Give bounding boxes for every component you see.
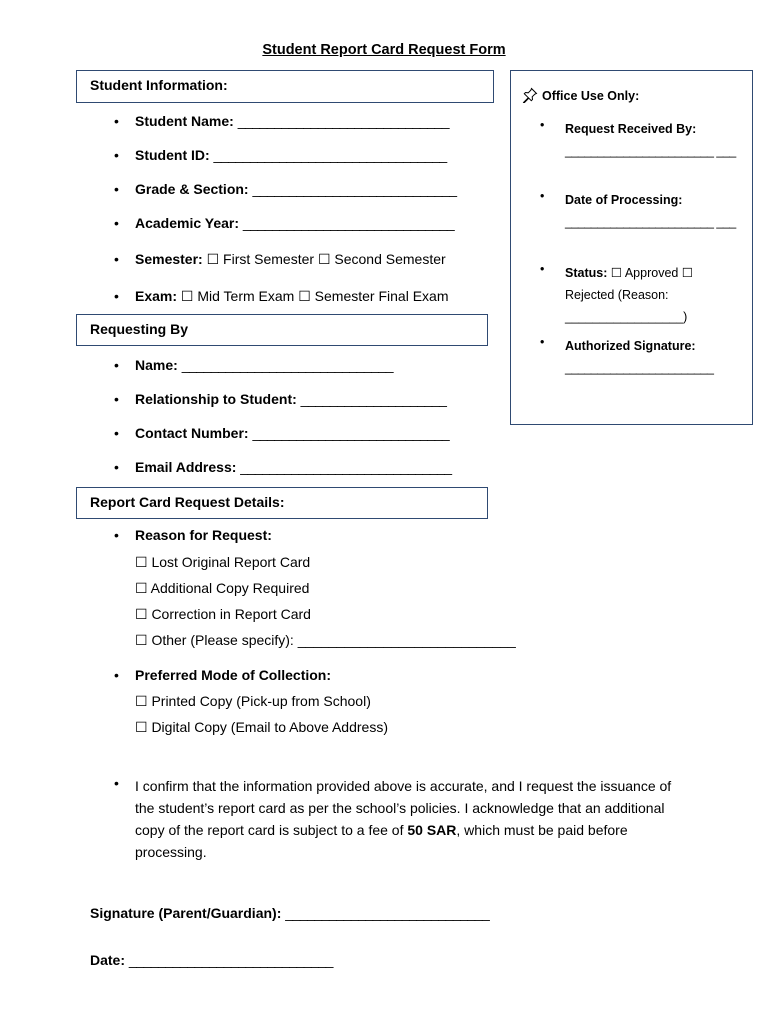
pushpin-icon [522,87,538,103]
academic-year-blank[interactable]: _____________________________ [242,215,455,231]
date-blank[interactable]: ____________________________ [128,952,333,968]
office-use-panel [510,70,753,425]
confirmation-text: I confirm that the information provided above is accurate, and I request the issuance of the student’s report card as per the school’s policies. I acknowledge that an additional copy of the report card is subject to a fee of [135,778,672,838]
email-address-blank[interactable]: _____________________________ [240,459,452,475]
student-name-blank[interactable]: _____________________________ [237,113,449,129]
correction-checkbox[interactable]: ☐ Correction in Report Card [135,606,311,622]
bullet: • [114,667,119,683]
student-id-blank[interactable]: ________________________________ [213,147,447,163]
authorized-blank[interactable]: _______________________ [565,361,714,375]
email-address-label: Email Address: [135,459,237,475]
bullet: • [114,181,119,197]
received-label: Request Received By: [565,122,697,136]
student-id-label: Student ID: [135,147,210,163]
bullet: • [540,262,545,276]
first-semester-checkbox[interactable]: ☐ First Semester [206,251,315,267]
second-semester-checkbox[interactable]: ☐ Second Semester [317,251,446,267]
date-field[interactable] [90,952,333,968]
requester-name-label: Name: [135,357,178,373]
bullet: • [114,391,119,407]
bullet: • [114,288,119,304]
bullet: • [540,118,545,132]
bullet: • [114,215,119,231]
request-details-heading: Report Card Request Details: [76,487,488,519]
status-options[interactable]: ☐ Approved ☐ Rejected (Reason: _________________) [565,266,694,324]
requester-name-blank[interactable]: _____________________________ [181,357,393,373]
contact-number-label: Contact Number: [135,425,249,441]
lost-original-checkbox[interactable]: ☐ Lost Original Report Card [135,554,311,570]
processing-label: Date of Processing: [565,193,683,207]
bullet: • [114,147,119,163]
academic-year-label: Academic Year: [135,215,240,231]
mid-term-exam-checkbox[interactable]: ☐ Mid Term Exam [180,288,295,304]
bullet: • [114,459,119,475]
signature-blank[interactable]: ____________________________ [285,905,490,921]
status-label: Status: [565,266,608,280]
received-blank[interactable]: _______________________ ___ [565,144,736,158]
grade-section-label: Grade & Section: [135,181,249,197]
contact-number-blank[interactable]: ___________________________ [252,425,450,441]
authorized-label: Authorized Signature: [565,339,696,353]
relationship-label: Relationship to Student: [135,391,297,407]
bullet: • [114,113,119,129]
bullet: • [114,251,119,267]
printed-copy-checkbox[interactable]: ☐ Printed Copy (Pick-up from School) [135,693,371,709]
bullet: • [114,527,119,543]
exam-label: Exam: [135,288,178,304]
bullet: • [540,335,545,349]
date-label: Date: [90,952,126,968]
other-reason-checkbox[interactable]: ☐ Other (Please specify): ____________________________ [135,632,516,648]
signature-label: Signature (Parent/Guardian): [90,905,282,921]
semester-label: Semester: [135,251,203,267]
relationship-blank[interactable]: ____________________ [300,391,447,407]
semester-final-exam-checkbox[interactable]: ☐ Semester Final Exam [298,288,449,304]
bullet: • [114,425,119,441]
reason-label: Reason for Request: [135,527,272,543]
grade-section-blank[interactable]: ____________________________ [252,181,457,197]
digital-copy-checkbox[interactable]: ☐ Digital Copy (Email to Above Address) [135,719,388,735]
bullet: • [114,775,119,791]
processing-blank[interactable]: _______________________ ___ [565,215,736,229]
signature-field[interactable] [90,905,489,921]
student-name-label: Student Name: [135,113,234,129]
mode-label: Preferred Mode of Collection: [135,667,332,683]
student-info-heading: Student Information: [76,70,494,103]
confirmation-tail: , which must be paid before processing. [135,822,628,860]
bullet: • [540,189,545,203]
fee-amount: 50 SAR [407,822,457,838]
office-use-title: Office Use Only: [542,89,640,103]
additional-copy-checkbox[interactable]: ☐ Additional Copy Required [135,580,310,596]
office-use-heading [522,87,639,103]
form-title: Student Report Card Request Form [262,42,506,58]
bullet: • [114,357,119,373]
requesting-by-heading: Requesting By [76,314,488,346]
